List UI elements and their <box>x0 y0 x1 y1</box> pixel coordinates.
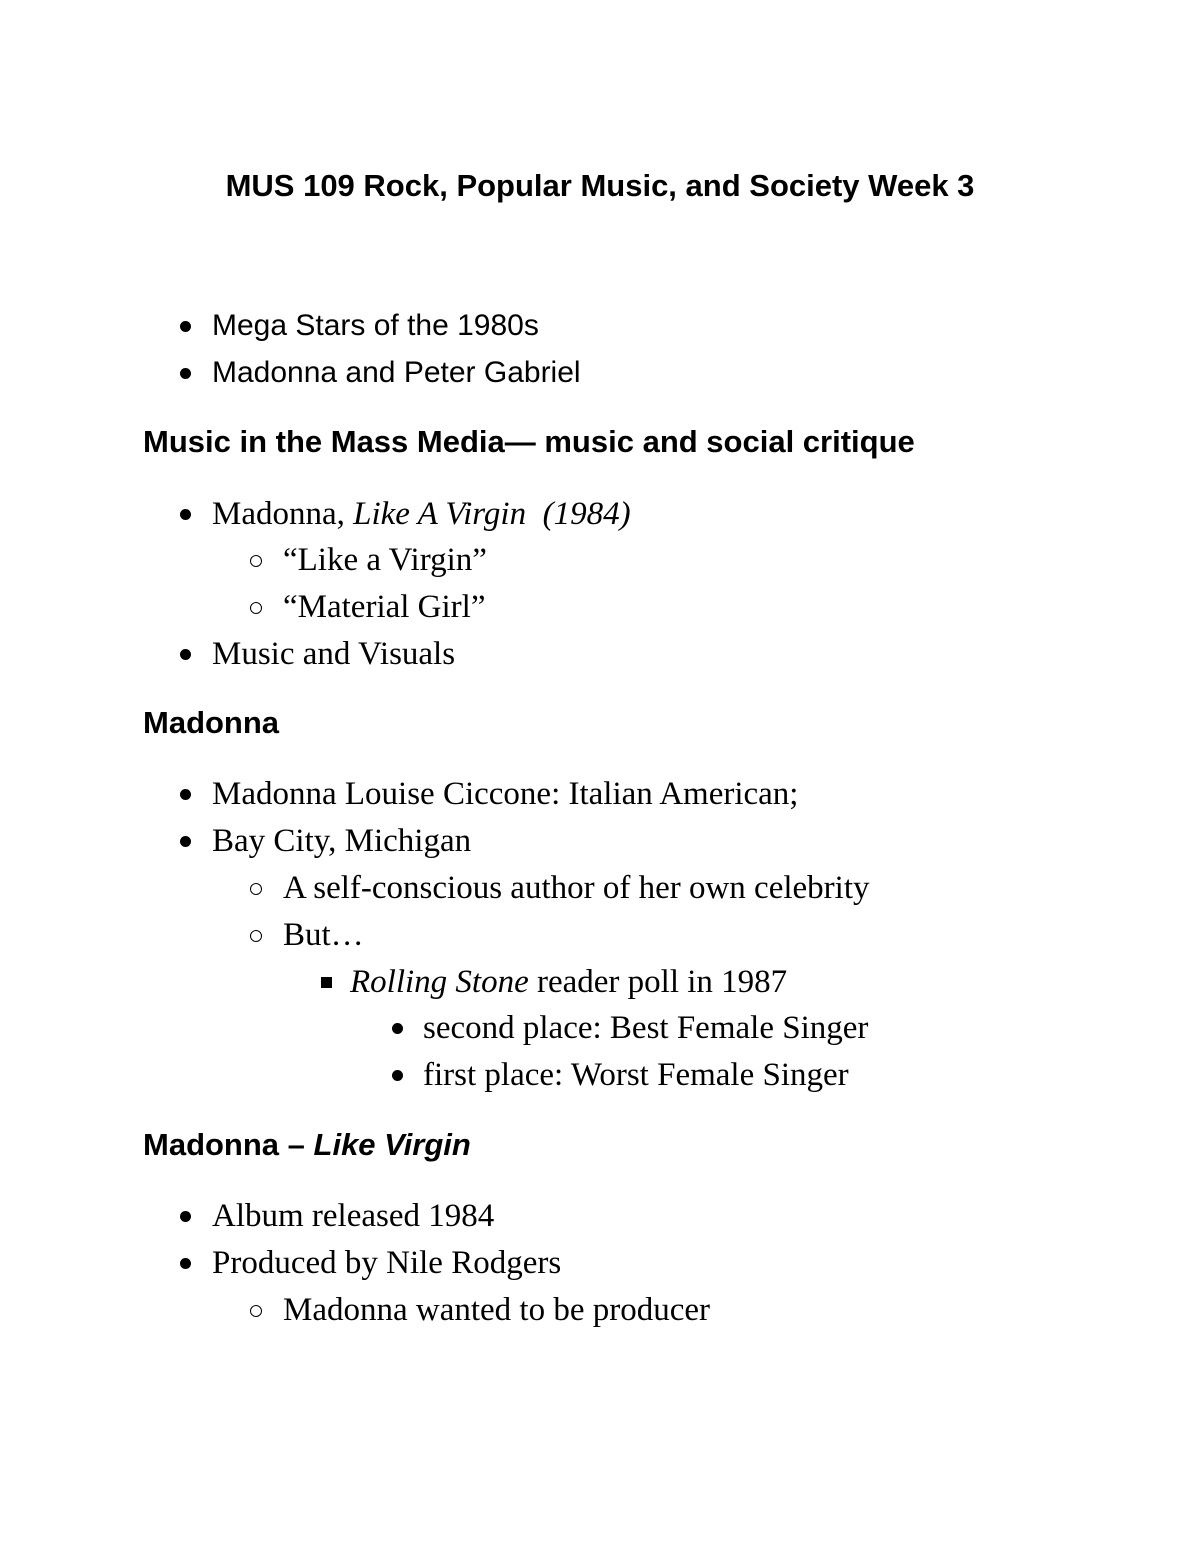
heading-prefix: Madonna – <box>143 1127 314 1162</box>
magazine-title: Rolling Stone <box>350 964 529 1000</box>
list-item <box>0 1008 1200 1048</box>
list-item <box>0 1055 1200 1095</box>
list-item <box>0 1290 1200 1330</box>
list-item <box>0 1243 1200 1283</box>
bullet-circle-icon <box>248 868 272 908</box>
bullet-disc-icon <box>178 1196 202 1236</box>
bullet-disc-icon <box>390 1008 414 1048</box>
album-title: Like A Virgin (1984) <box>353 496 631 532</box>
bullet-disc-icon <box>178 353 202 393</box>
document-title: MUS 109 Rock, Popular Music, and Society Week 3 <box>225 168 975 203</box>
list-item-text <box>212 494 631 534</box>
list-item <box>0 821 1200 861</box>
list-item <box>0 962 1200 1002</box>
list-item <box>0 540 1200 580</box>
list-item-text <box>350 962 787 1002</box>
bullet-disc-icon <box>178 494 202 534</box>
bullet-circle-icon <box>248 587 272 627</box>
list-item-text: A self-conscious author of her own celebrity <box>283 870 870 906</box>
list-item-text: “Material Girl” <box>283 589 486 625</box>
list-item <box>0 1196 1200 1236</box>
list-item-text: “Like a Virgin” <box>283 542 487 578</box>
list-item-text: Bay City, Michigan <box>212 823 472 859</box>
list-item-text: Produced by Nile Rodgers <box>212 1245 562 1281</box>
bullet-disc-icon <box>178 634 202 674</box>
bullet-circle-icon <box>248 540 272 580</box>
bullet-disc-icon <box>178 821 202 861</box>
list-item <box>0 353 1200 393</box>
item-prefix: Madonna, <box>212 496 354 532</box>
poll-description: reader poll in 1987 <box>528 964 788 1000</box>
list-item-text: Madonna wanted to be producer <box>283 1292 711 1328</box>
heading-album-title: Like Virgin <box>313 1127 471 1162</box>
bullet-disc-icon <box>178 1243 202 1283</box>
list-item-text: Madonna Louise Ciccone: Italian American; <box>212 776 799 812</box>
list-item-text: Album released 1984 <box>212 1198 495 1234</box>
list-item-text: Music and Visuals <box>212 636 456 672</box>
list-item <box>0 915 1200 955</box>
bullet-disc-icon <box>178 774 202 814</box>
bullet-disc-icon <box>390 1055 414 1095</box>
bullet-circle-icon <box>248 1290 272 1330</box>
bullet-square-icon <box>319 962 343 1002</box>
list-item-text: Madonna and Peter Gabriel <box>212 356 581 389</box>
list-item <box>0 634 1200 674</box>
list-item-text: But… <box>283 917 364 953</box>
list-item-text: Mega Stars of the 1980s <box>212 309 539 342</box>
section-heading-mass-media: Music in the Mass Media— music and social critique <box>143 424 915 459</box>
section-heading-madonna: Madonna <box>143 705 280 740</box>
list-item <box>0 494 1200 534</box>
list-item <box>0 306 1200 346</box>
list-item <box>0 587 1200 627</box>
list-item <box>0 774 1200 814</box>
list-item-text: second place: Best Female Singer <box>423 1010 869 1046</box>
bullet-disc-icon <box>178 306 202 346</box>
list-item <box>0 868 1200 908</box>
bullet-circle-icon <box>248 915 272 955</box>
list-item-text: first place: Worst Female Singer <box>423 1057 849 1093</box>
section-heading-like-virgin <box>143 1125 471 1165</box>
